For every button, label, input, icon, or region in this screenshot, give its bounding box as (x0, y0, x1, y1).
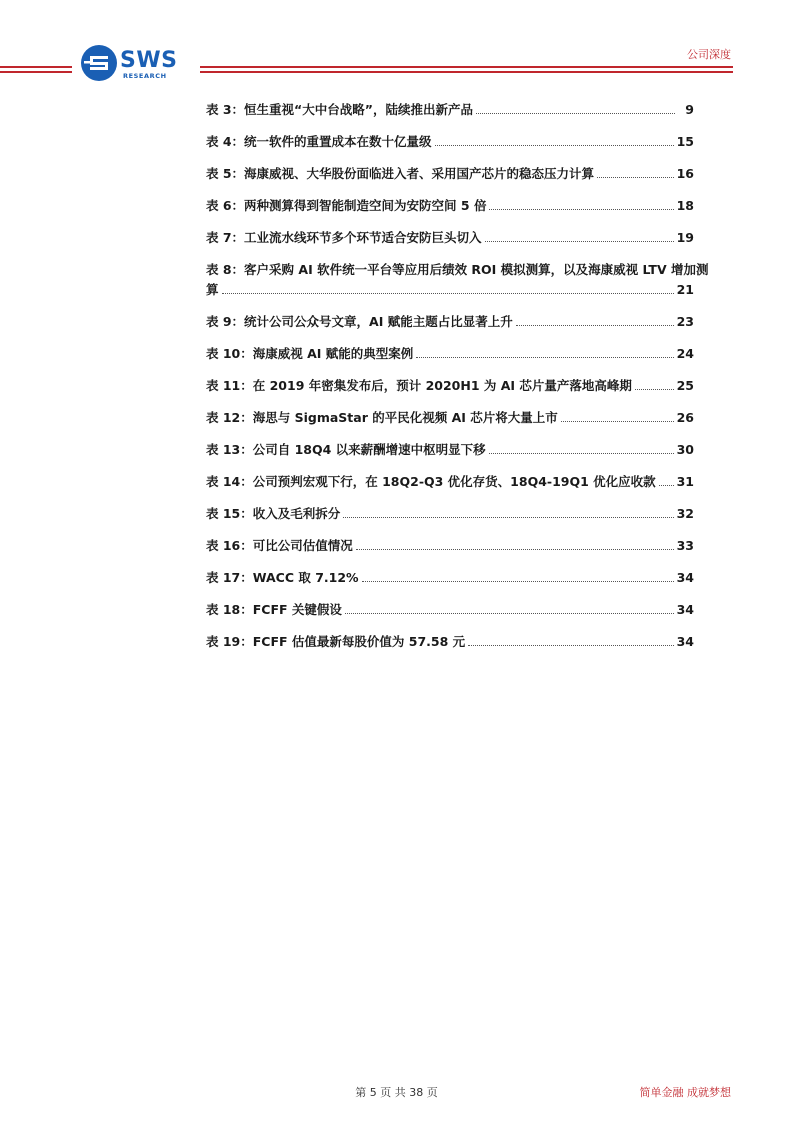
toc-entry[interactable] (206, 600, 694, 632)
toc-entry[interactable] (206, 504, 694, 536)
toc-entry[interactable] (206, 312, 694, 344)
table-of-contents (206, 100, 709, 664)
toc-leader-dots (222, 292, 674, 294)
toc-entry-label: 表 12：海思与 SigmaStar 的平民化视频 AI 芯片将大量上市 (206, 410, 558, 425)
toc-entry[interactable] (206, 260, 709, 312)
toc-entry-page: 26 (676, 410, 694, 425)
toc-entry-page: 34 (676, 634, 694, 649)
header-rule-left-top (0, 66, 72, 68)
toc-entry-page: 18 (676, 198, 694, 213)
toc-entry-page: 31 (676, 474, 694, 489)
header-rule-right-bottom (200, 71, 733, 73)
toc-leader-dots (635, 388, 674, 390)
toc-entry-label: 表 18：FCFF 关键假设 (206, 602, 342, 617)
toc-entry[interactable] (206, 440, 694, 472)
toc-entry-page: 19 (676, 230, 694, 245)
toc-entry-page: 21 (676, 282, 694, 297)
toc-entry-label: 表 5：海康威视、大华股份面临进入者、采用国产芯片的稳态压力计算 (206, 166, 595, 181)
toc-entry-label: 表 17：WACC 取 7.12% (206, 570, 359, 585)
toc-entry[interactable] (206, 164, 694, 196)
toc-entry[interactable] (206, 472, 694, 504)
toc-entry-page: 34 (676, 602, 694, 617)
toc-entry[interactable] (206, 568, 694, 600)
toc-leader-dots (362, 580, 674, 582)
toc-entry-page: 34 (676, 570, 694, 585)
toc-leader-dots (561, 420, 674, 422)
report-type-tag: 公司深度 (687, 48, 731, 61)
toc-entry-label: 表 13：公司自 18Q4 以来薪酬增速中枢明显下移 (206, 442, 486, 457)
toc-entry[interactable] (206, 536, 694, 568)
toc-leader-dots (489, 452, 674, 454)
toc-entry-label: 表 19：FCFF 估值最新每股价值为 57.58 元 (206, 634, 466, 649)
toc-leader-dots (476, 112, 675, 114)
toc-entry-label: 表 10：海康威视 AI 赋能的典型案例 (206, 346, 414, 361)
footer-slogan: 简单金融 成就梦想 (639, 1086, 731, 1099)
page-header (0, 0, 793, 90)
toc-entry-label: 表 11：在 2019 年密集发布后，预计 2020H1 为 AI 芯片量产落地高峰期 (206, 378, 632, 393)
toc-entry-page: 33 (676, 538, 694, 553)
toc-entry-page: 24 (676, 346, 694, 361)
toc-entry[interactable] (206, 408, 694, 440)
toc-leader-dots (416, 356, 673, 358)
toc-entry[interactable] (206, 196, 694, 228)
toc-entry-label: 表 9：统计公司公众号文章，AI 赋能主题占比显著上升 (206, 314, 513, 329)
header-rule-left-bottom (0, 71, 72, 73)
toc-leader-dots (345, 612, 674, 614)
toc-entry-label: 表 6：两种测算得到智能制造空间为安防空间 5 倍 (206, 198, 487, 213)
toc-entry-label: 表 15：收入及毛利拆分 (206, 506, 341, 521)
toc-entry-page: 15 (676, 134, 694, 149)
toc-entry-label-continued: 算 (206, 282, 219, 297)
header-rule-right-top (200, 66, 733, 68)
sws-logo (80, 44, 190, 84)
toc-leader-dots (489, 208, 673, 210)
toc-entry-page: 25 (676, 378, 694, 393)
toc-entry-label: 表 14：公司预判宏观下行，在 18Q2-Q3 优化存货、18Q4-19Q1 优化应收款 (206, 474, 656, 489)
toc-entry[interactable] (206, 632, 694, 664)
toc-entry[interactable] (206, 228, 694, 260)
toc-leader-dots (343, 516, 673, 518)
toc-leader-dots (659, 484, 674, 486)
toc-leader-dots (485, 240, 674, 242)
toc-entry[interactable] (206, 376, 694, 408)
toc-leader-dots (468, 644, 673, 646)
page-number: 第 5 页 共 38 页 (355, 1086, 438, 1099)
toc-leader-dots (597, 176, 674, 178)
toc-leader-dots (435, 144, 674, 146)
toc-entry-label: 表 3：恒生重视“大中台战略”，陆续推出新产品 (206, 102, 473, 117)
toc-entry[interactable] (206, 344, 694, 376)
toc-entry-label: 表 7：工业流水线环节多个环节适合安防巨头切入 (206, 230, 482, 245)
toc-entry-label: 表 4：统一软件的重置成本在数十亿量级 (206, 134, 432, 149)
toc-entry-page: 9 (685, 102, 694, 117)
logo-subtext: RESEARCH (123, 72, 167, 80)
toc-leader-dots (516, 324, 674, 326)
toc-entry-page: 32 (676, 506, 694, 521)
toc-leader-dots (356, 548, 674, 550)
sws-globe-icon (80, 44, 118, 82)
toc-entry-label: 表 8：客户采购 AI 软件统一平台等应用后绩效 ROI 模拟测算，以及海康威视 LTV 增加测 (206, 262, 709, 277)
toc-entry[interactable] (206, 132, 694, 164)
toc-entry-page: 30 (676, 442, 694, 457)
toc-entry[interactable] (206, 100, 694, 132)
logo-text: SWS (120, 48, 178, 73)
toc-entry-page: 23 (676, 314, 694, 329)
toc-entry-label: 表 16：可比公司估值情况 (206, 538, 353, 553)
toc-entry-page: 16 (676, 166, 694, 181)
